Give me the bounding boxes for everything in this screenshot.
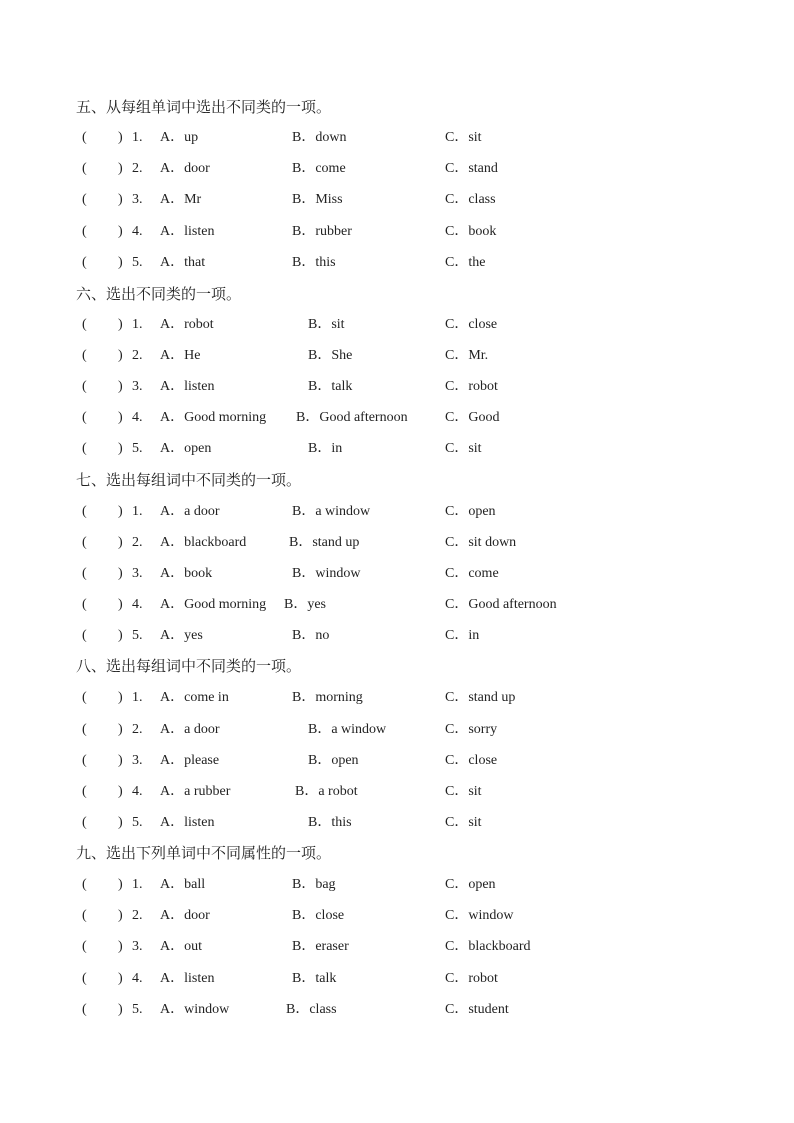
answer-paren-open: ( <box>82 628 87 643</box>
option-a: A．please <box>160 753 220 768</box>
option-c: C．sit down <box>445 535 517 550</box>
answer-paren-open: ( <box>82 379 87 394</box>
option-a: A．ball <box>160 877 206 892</box>
option-b: B．eraser <box>292 939 349 954</box>
question-number: 3. <box>132 566 143 581</box>
question-row <box>0 128 794 148</box>
question-number: 2. <box>132 348 143 363</box>
option-c: C．sorry <box>445 722 498 737</box>
question-number: 1. <box>132 130 143 145</box>
question-row <box>0 595 794 615</box>
question-row <box>0 377 794 397</box>
option-c: C．robot <box>445 379 498 394</box>
option-b: B．She <box>308 348 353 363</box>
option-c: C．window <box>445 908 514 923</box>
option-a: A．Good morning <box>160 410 267 425</box>
question-row <box>0 564 794 584</box>
option-b: B．stand up <box>289 535 360 550</box>
option-b: B．down <box>292 130 347 145</box>
answer-paren-open: ( <box>82 753 87 768</box>
question-number: 1. <box>132 690 143 705</box>
option-a: A．He <box>160 348 201 363</box>
answer-paren-close: ) <box>118 628 123 643</box>
option-a: A．a door <box>160 504 220 519</box>
question-number: 2. <box>132 161 143 176</box>
option-a: A．robot <box>160 317 214 332</box>
option-b: B．a robot <box>295 784 358 799</box>
option-a: A．listen <box>160 815 215 830</box>
question-row <box>0 439 794 459</box>
option-b: B．talk <box>308 379 353 394</box>
answer-paren-close: ) <box>118 722 123 737</box>
answer-paren-open: ( <box>82 255 87 270</box>
option-b: B．bag <box>292 877 336 892</box>
option-a: A．that <box>160 255 206 270</box>
answer-paren-open: ( <box>82 161 87 176</box>
answer-paren-close: ) <box>118 939 123 954</box>
answer-paren-open: ( <box>82 317 87 332</box>
option-c: C．sit <box>445 130 482 145</box>
question-number: 4. <box>132 784 143 799</box>
question-row <box>0 222 794 242</box>
option-a: A．Good morning <box>160 597 267 612</box>
answer-paren-close: ) <box>118 441 123 456</box>
option-b: B．a window <box>308 722 387 737</box>
option-c: C．close <box>445 753 498 768</box>
question-number: 5. <box>132 1002 143 1017</box>
option-c: C．student <box>445 1002 509 1017</box>
question-row <box>0 159 794 179</box>
question-number: 3. <box>132 939 143 954</box>
option-a: A．listen <box>160 379 215 394</box>
question-row <box>0 253 794 273</box>
answer-paren-open: ( <box>82 597 87 612</box>
question-row <box>0 626 794 646</box>
question-row <box>0 315 794 335</box>
option-a: A．come in <box>160 690 229 705</box>
answer-paren-open: ( <box>82 815 87 830</box>
answer-paren-close: ) <box>118 504 123 519</box>
question-number: 4. <box>132 597 143 612</box>
option-c: C．Good <box>445 410 500 425</box>
answer-paren-close: ) <box>118 379 123 394</box>
question-row <box>0 969 794 989</box>
question-row <box>0 688 794 708</box>
option-c: C．sit <box>445 441 482 456</box>
answer-paren-close: ) <box>118 597 123 612</box>
option-b: B．window <box>292 566 361 581</box>
question-number: 4. <box>132 410 143 425</box>
option-b: B．Good afternoon <box>296 410 408 425</box>
option-b: B．class <box>286 1002 337 1017</box>
option-c: C．Mr. <box>445 348 489 363</box>
option-a: A．open <box>160 441 212 456</box>
option-c: C．blackboard <box>445 939 531 954</box>
option-b: B．no <box>292 628 330 643</box>
answer-paren-close: ) <box>118 1002 123 1017</box>
option-a: A．listen <box>160 971 215 986</box>
option-a: A．blackboard <box>160 535 247 550</box>
option-c: C．book <box>445 224 497 239</box>
answer-paren-close: ) <box>118 255 123 270</box>
answer-paren-open: ( <box>82 877 87 892</box>
answer-paren-close: ) <box>118 130 123 145</box>
answer-paren-open: ( <box>82 504 87 519</box>
answer-paren-open: ( <box>82 566 87 581</box>
answer-paren-close: ) <box>118 317 123 332</box>
question-row <box>0 720 794 740</box>
question-row <box>0 875 794 895</box>
question-row <box>0 937 794 957</box>
option-a: A．yes <box>160 628 203 643</box>
option-a: A．up <box>160 130 199 145</box>
option-c: C．robot <box>445 971 498 986</box>
option-a: A．door <box>160 908 210 923</box>
answer-paren-close: ) <box>118 784 123 799</box>
answer-paren-open: ( <box>82 410 87 425</box>
question-number: 5. <box>132 628 143 643</box>
option-a: A．listen <box>160 224 215 239</box>
option-b: B．this <box>308 815 352 830</box>
answer-paren-close: ) <box>118 161 123 176</box>
option-b: B．a window <box>292 504 371 519</box>
answer-paren-open: ( <box>82 784 87 799</box>
answer-paren-close: ) <box>118 410 123 425</box>
option-b: B．in <box>308 441 343 456</box>
option-a: A．book <box>160 566 213 581</box>
option-c: C．in <box>445 628 480 643</box>
option-b: B．this <box>292 255 336 270</box>
answer-paren-open: ( <box>82 130 87 145</box>
question-row <box>0 751 794 771</box>
question-number: 3. <box>132 192 143 207</box>
question-row <box>0 408 794 428</box>
answer-paren-open: ( <box>82 348 87 363</box>
option-b: B．come <box>292 161 346 176</box>
option-c: C．sit <box>445 815 482 830</box>
answer-paren-close: ) <box>118 908 123 923</box>
option-c: C．close <box>445 317 498 332</box>
option-c: C．sit <box>445 784 482 799</box>
answer-paren-open: ( <box>82 908 87 923</box>
answer-paren-close: ) <box>118 815 123 830</box>
answer-paren-open: ( <box>82 192 87 207</box>
section-heading: 七、选出每组词中不同类的一项。 <box>76 471 302 489</box>
option-c: C．the <box>445 255 486 270</box>
question-row <box>0 346 794 366</box>
question-number: 5. <box>132 441 143 456</box>
option-c: C．open <box>445 877 496 892</box>
option-a: A．door <box>160 161 210 176</box>
question-number: 2. <box>132 722 143 737</box>
section-heading: 九、选出下列单词中不同属性的一项。 <box>76 844 332 862</box>
section-heading: 五、从每组单词中选出不同类的一项。 <box>76 98 332 116</box>
section-heading: 八、选出每组词中不同类的一项。 <box>76 657 302 675</box>
option-b: B．rubber <box>292 224 352 239</box>
option-c: C．come <box>445 566 499 581</box>
option-b: B．morning <box>292 690 363 705</box>
answer-paren-open: ( <box>82 535 87 550</box>
option-c: C．stand <box>445 161 498 176</box>
answer-paren-close: ) <box>118 690 123 705</box>
option-b: B．sit <box>308 317 345 332</box>
question-number: 1. <box>132 317 143 332</box>
option-c: C．class <box>445 192 496 207</box>
question-number: 5. <box>132 255 143 270</box>
question-number: 2. <box>132 535 143 550</box>
option-c: C．stand up <box>445 690 516 705</box>
question-row <box>0 782 794 802</box>
answer-paren-open: ( <box>82 722 87 737</box>
answer-paren-close: ) <box>118 971 123 986</box>
option-a: A．a door <box>160 722 220 737</box>
answer-paren-close: ) <box>118 877 123 892</box>
answer-paren-close: ) <box>118 566 123 581</box>
question-number: 4. <box>132 224 143 239</box>
question-number: 1. <box>132 504 143 519</box>
question-number: 2. <box>132 908 143 923</box>
answer-paren-open: ( <box>82 224 87 239</box>
option-a: A．out <box>160 939 202 954</box>
option-b: B．yes <box>284 597 326 612</box>
answer-paren-close: ) <box>118 224 123 239</box>
option-a: A．window <box>160 1002 230 1017</box>
question-row <box>0 502 794 522</box>
section-heading: 六、选出不同类的一项。 <box>76 285 242 303</box>
option-b: B．open <box>308 753 359 768</box>
answer-paren-close: ) <box>118 535 123 550</box>
question-number: 3. <box>132 753 143 768</box>
option-c: C．open <box>445 504 496 519</box>
question-number: 1. <box>132 877 143 892</box>
question-number: 5. <box>132 815 143 830</box>
answer-paren-close: ) <box>118 753 123 768</box>
answer-paren-open: ( <box>82 690 87 705</box>
option-c: C．Good afternoon <box>445 597 557 612</box>
question-row <box>0 1000 794 1020</box>
answer-paren-open: ( <box>82 939 87 954</box>
question-row <box>0 906 794 926</box>
question-row <box>0 813 794 833</box>
answer-paren-close: ) <box>118 348 123 363</box>
option-b: B．Miss <box>292 192 343 207</box>
option-a: A．a rubber <box>160 784 231 799</box>
option-b: B．talk <box>292 971 337 986</box>
answer-paren-open: ( <box>82 1002 87 1017</box>
question-number: 4. <box>132 971 143 986</box>
option-a: A．Mr <box>160 192 202 207</box>
question-number: 3. <box>132 379 143 394</box>
answer-paren-open: ( <box>82 441 87 456</box>
question-row <box>0 533 794 553</box>
answer-paren-close: ) <box>118 192 123 207</box>
question-row <box>0 190 794 210</box>
option-b: B．close <box>292 908 345 923</box>
answer-paren-open: ( <box>82 971 87 986</box>
